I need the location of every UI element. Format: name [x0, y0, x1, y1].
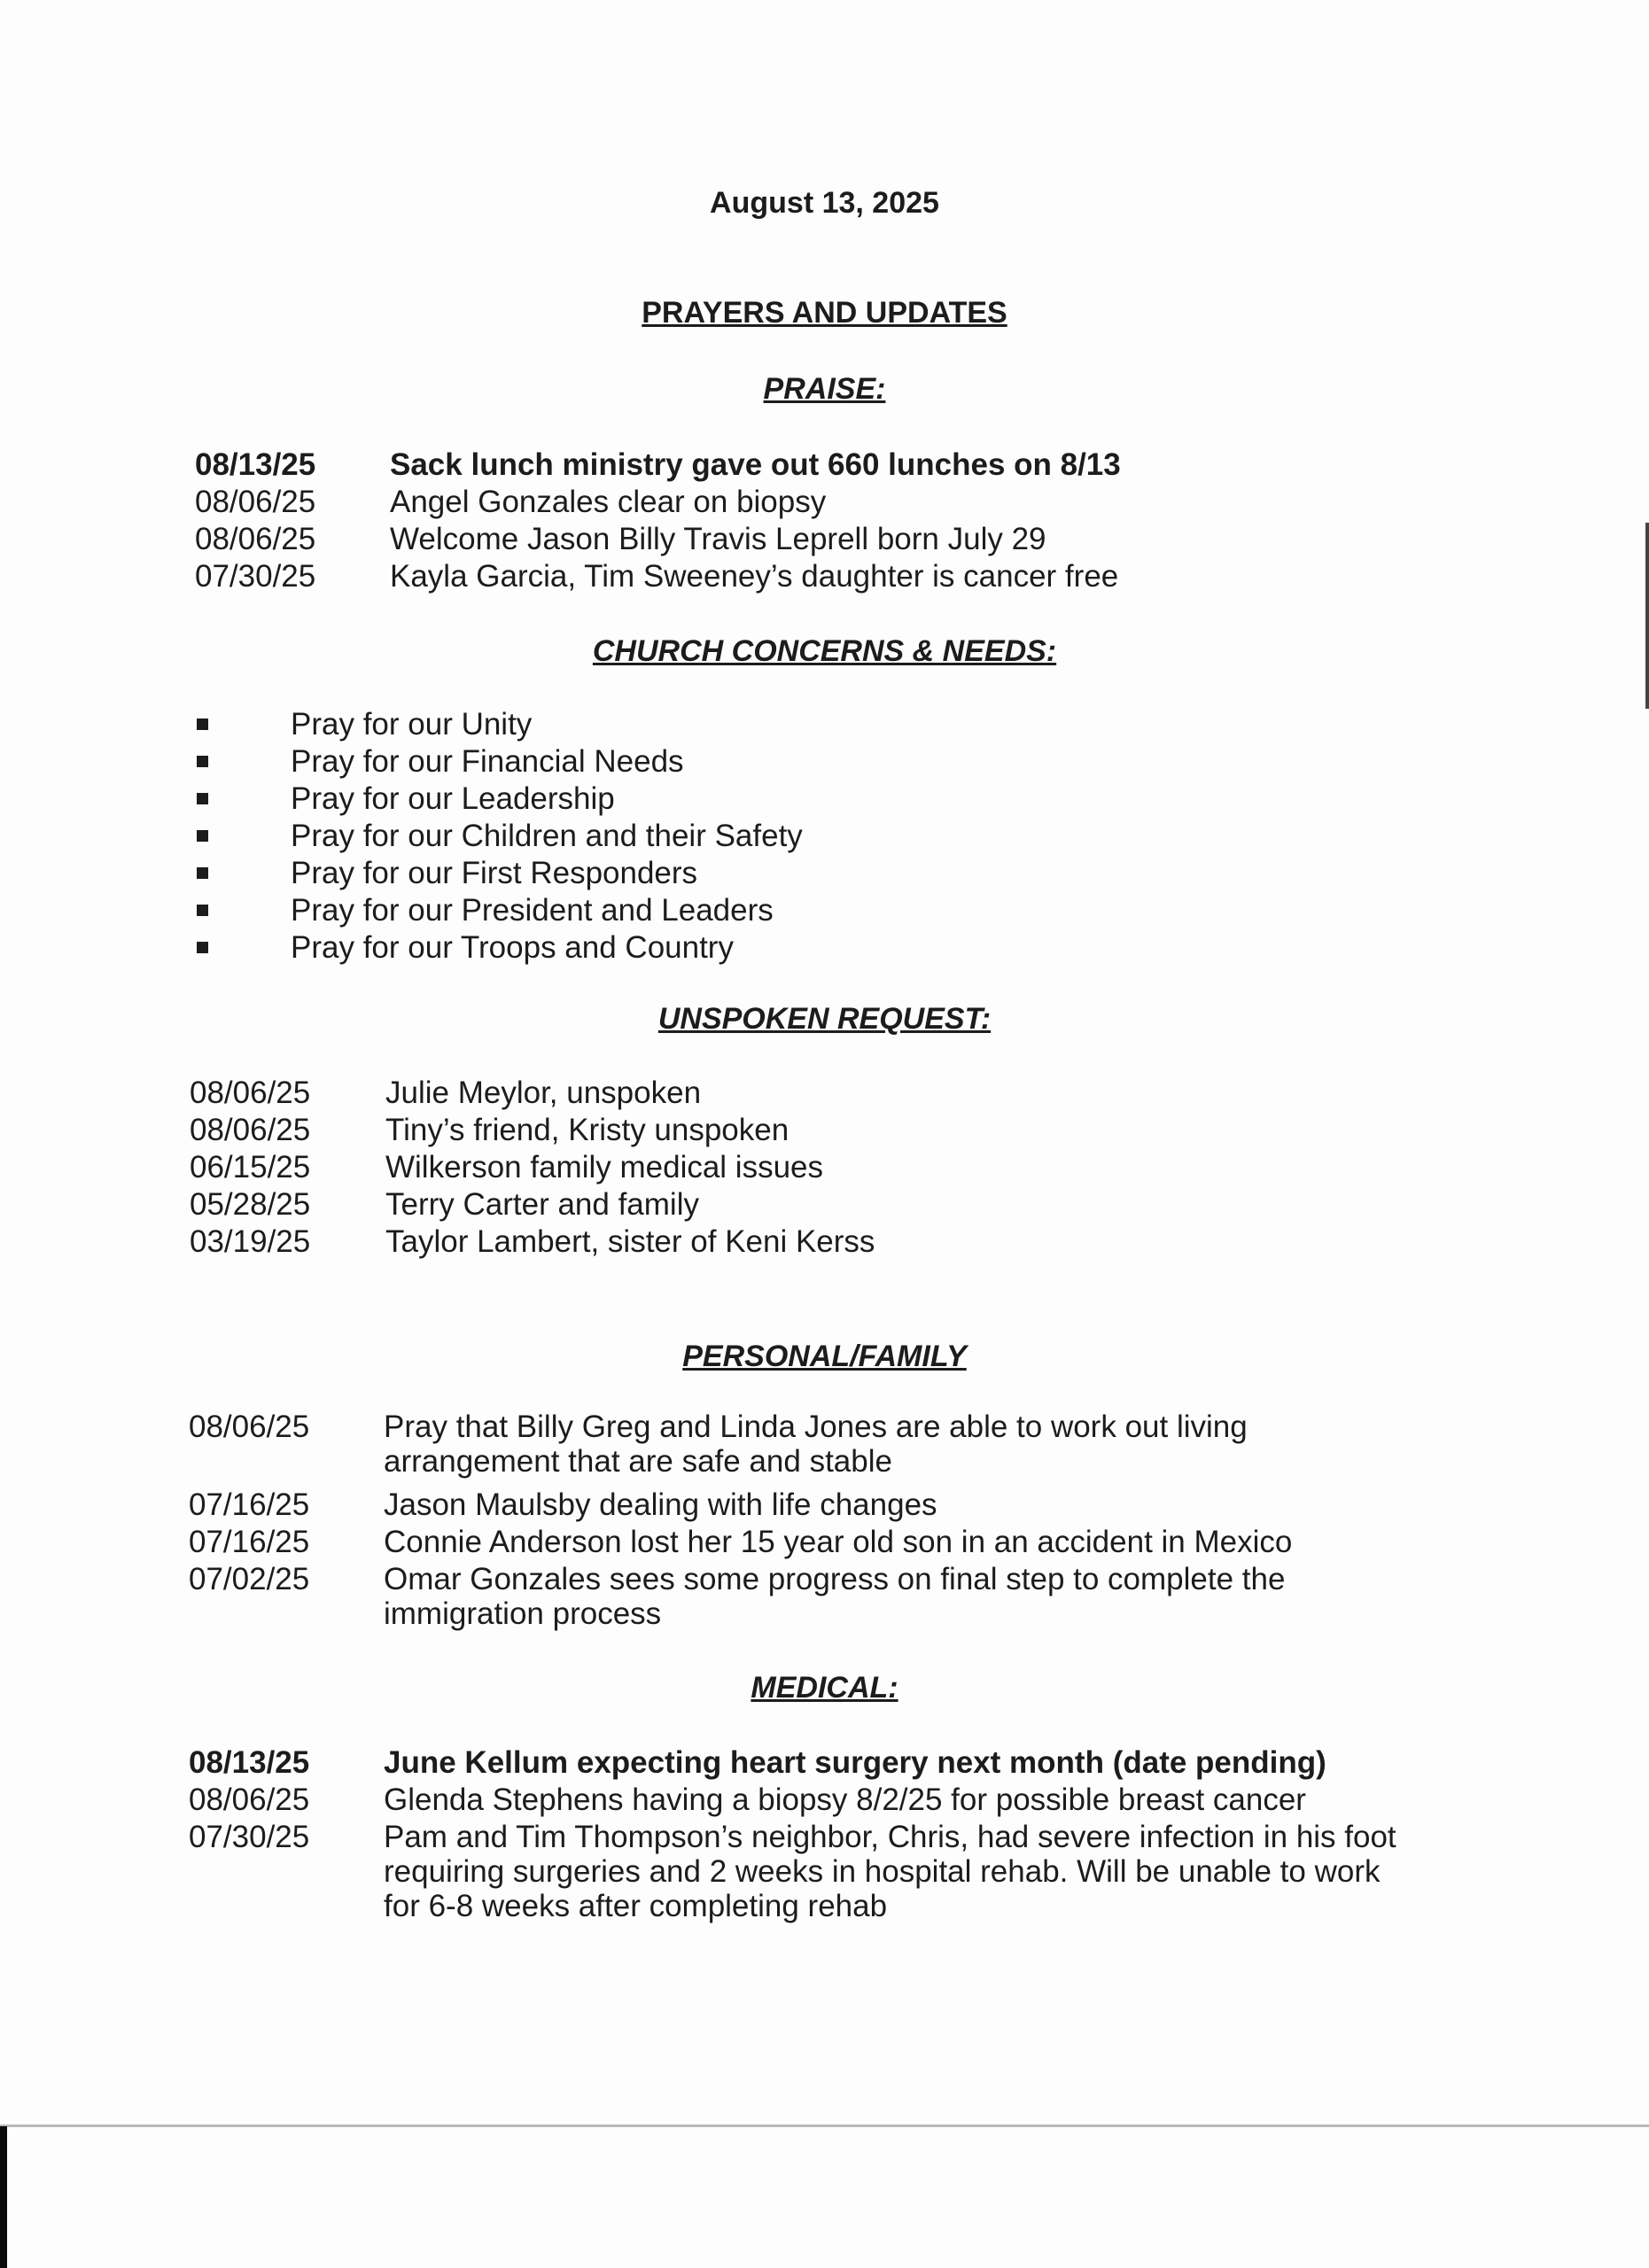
bullet-text: Pray for our President and Leaders — [291, 893, 774, 928]
document-date: August 13, 2025 — [710, 186, 939, 220]
item-date: 07/30/25 — [195, 559, 316, 594]
square-bullet-icon — [197, 830, 208, 842]
church-concerns-heading: CHURCH CONCERNS & NEEDS: — [592, 634, 1057, 668]
bullet-text: Pray for our Leadership — [291, 781, 615, 816]
item-text: June Kellum expecting heart surgery next month (date pending) — [384, 1745, 1326, 1780]
item-date: 08/06/25 — [189, 1410, 310, 1444]
square-bullet-icon — [197, 942, 208, 953]
item-text: Julie Meylor, unspoken — [385, 1076, 702, 1110]
item-date: 07/30/25 — [189, 1820, 310, 1854]
item-date: 07/16/25 — [189, 1487, 310, 1522]
item-text: Jason Maulsby dealing with life changes — [384, 1487, 937, 1522]
square-bullet-icon — [197, 867, 208, 879]
page-bottom-rule — [0, 2124, 1649, 2127]
square-bullet-icon — [197, 793, 208, 804]
item-text: Kayla Garcia, Tim Sweeney’s daughter is cancer free — [390, 559, 1119, 594]
document-title: PRAYERS AND UPDATES — [642, 296, 1007, 330]
item-date: 05/28/25 — [190, 1187, 311, 1222]
item-text-line-2: immigration process — [384, 1596, 662, 1631]
item-text: Glenda Stephens having a biopsy 8/2/25 for possible breast cancer — [384, 1783, 1306, 1817]
item-text: Terry Carter and family — [385, 1187, 699, 1222]
scan-edge-left — [0, 2126, 7, 2268]
bullet-text: Pray for our Unity — [291, 707, 533, 742]
item-date: 08/06/25 — [195, 485, 316, 519]
item-date: 08/13/25 — [195, 447, 316, 482]
bullet-text: Pray for our Financial Needs — [291, 744, 684, 779]
item-date: 06/15/25 — [190, 1150, 311, 1184]
item-text: Welcome Jason Billy Travis Leprell born July 29 — [390, 522, 1046, 556]
item-text: Wilkerson family medical issues — [385, 1150, 824, 1184]
scan-edge-right — [1645, 523, 1649, 709]
item-text: Tiny’s friend, Kristy unspoken — [385, 1113, 789, 1147]
item-date: 07/16/25 — [189, 1525, 310, 1559]
item-text-line-2: requiring surgeries and 2 weeks in hospital rehab. Will be unable to work — [384, 1854, 1381, 1889]
item-date: 07/02/25 — [189, 1562, 310, 1596]
square-bullet-icon — [197, 756, 208, 767]
item-text: Sack lunch ministry gave out 660 lunches on 8/13 — [390, 447, 1121, 482]
bullet-text: Pray for our First Responders — [291, 856, 698, 890]
item-date: 08/06/25 — [190, 1076, 311, 1110]
square-bullet-icon — [197, 718, 208, 730]
item-text-line-3: for 6-8 weeks after completing rehab — [384, 1889, 888, 1923]
item-date: 08/06/25 — [195, 522, 316, 556]
personal-family-heading: PERSONAL/FAMILY — [682, 1340, 967, 1373]
item-date: 08/06/25 — [189, 1783, 310, 1817]
square-bullet-icon — [197, 905, 208, 916]
bullet-text: Pray for our Troops and Country — [291, 930, 734, 965]
item-text-line-2: arrangement that are safe and stable — [384, 1444, 892, 1479]
item-text: Angel Gonzales clear on biopsy — [390, 485, 827, 519]
item-text-line-1: Omar Gonzales sees some progress on final step to complete the — [384, 1562, 1286, 1596]
item-date: 08/06/25 — [190, 1113, 311, 1147]
item-text-line-1: Pam and Tim Thompson’s neighbor, Chris, had severe infection in his foot — [384, 1820, 1396, 1854]
praise-heading: PRAISE: — [763, 372, 886, 406]
item-text: Taylor Lambert, sister of Keni Kerss — [385, 1224, 875, 1259]
item-text: Connie Anderson lost her 15 year old son in an accident in Mexico — [384, 1525, 1293, 1559]
item-date: 03/19/25 — [190, 1224, 311, 1259]
item-text-line-1: Pray that Billy Greg and Linda Jones are able to work out living — [384, 1410, 1248, 1444]
medical-heading: MEDICAL: — [751, 1671, 898, 1705]
bullet-text: Pray for our Children and their Safety — [291, 819, 803, 853]
item-date: 08/13/25 — [189, 1745, 310, 1780]
unspoken-heading: UNSPOKEN REQUEST: — [657, 1002, 992, 1036]
